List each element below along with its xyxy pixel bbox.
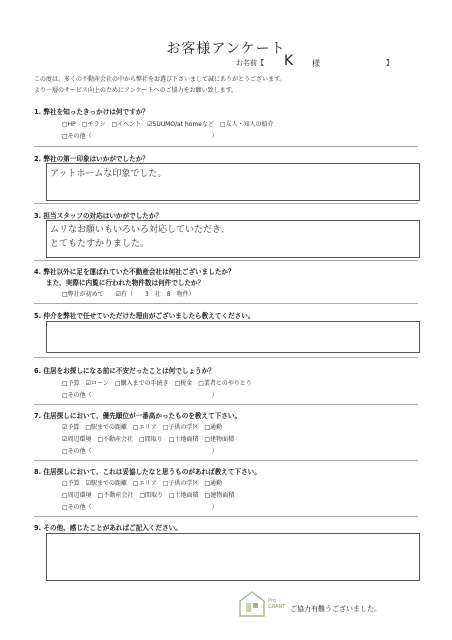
page-title: お客様アンケート (166, 41, 286, 57)
question-9-answer-box[interactable] (46, 533, 420, 581)
question-5-title: 5. 仲介を弊社で任せていただけた理由がございましたら教えてください。 (34, 312, 255, 320)
question-8-options-line-2[interactable]: □周辺環境 □不動産会社 □間取り □土地面積 □建物面積 (62, 492, 235, 499)
divider (34, 203, 418, 204)
question-7-options-line-2[interactable]: ☑周辺環境 □不動産会社 □間取り □土地面積 □建物面積 (62, 436, 235, 443)
intro-line-1: この度は、多くの不動産会社の中から弊社をお選び下さいまして誠にありがとうございます。 (34, 76, 286, 83)
question-8-options-line-3[interactable]: □その他（ ） (62, 504, 218, 511)
question-3-answer-line-2: とてもたすかりました。 (50, 239, 150, 249)
company-logo-text (268, 598, 285, 610)
name-close: 】 (386, 59, 393, 67)
question-4-title-2: また、実際に内覧に行われた物件数は何件でしたか？ (46, 279, 205, 287)
question-3-title: 3. 担当スタッフの対応はいかがでしたか？ (34, 212, 163, 220)
question-7-options-line-3[interactable]: □その他（ ） (62, 448, 218, 455)
question-6-title: 6. 住居をお探しになる前に不安だったことは何でしょうか？ (34, 367, 215, 375)
question-1-options-line-1[interactable]: □HP □チラシ □イベント ☑SUUMO/at homeなど □友人・知人の紹介 (62, 121, 274, 128)
question-4-options[interactable]: □弊社が初めて ☑有（ 3 社 8 物件） (62, 291, 195, 298)
divider (34, 260, 418, 261)
name-label: お名前【 (236, 59, 264, 67)
intro-line-2: より一層のサービス向上のためにアンケートへのご協力をお願い致します。 (34, 87, 238, 94)
question-8-title: 8. 住居探しにおいて、これは妥協したなと思うものがあれば教えて下さい。 (34, 468, 261, 476)
divider (34, 460, 418, 461)
thanks-message: ご協力有難うございました。 (290, 605, 381, 613)
question-7-options-line-1[interactable]: ☑予算 □駅までの距離 □エリア □子供の学区 □通勤 (62, 424, 223, 431)
name-suffix: 様 (312, 59, 320, 68)
question-8-options-line-1[interactable]: □予算 ☑駅までの距離 □エリア □子供の学区 □通勤 (62, 480, 223, 487)
divider (34, 146, 418, 147)
company-logo-icon (239, 591, 265, 617)
question-3-answer-line-1: ムリなお願いもいろいろ対応していただき、 (50, 225, 230, 235)
intro-text (34, 74, 424, 96)
question-1-title: 1. 弊社を知ったきっかけは何ですか？ (34, 108, 149, 116)
question-2-answer: アットホームな印象でした。 (50, 169, 167, 179)
customer-name: K (284, 53, 294, 69)
logo-text-line-2: GRANT (268, 604, 286, 610)
question-2-title: 2. 弊社の第一印象はいかがでしたか？ (34, 155, 149, 163)
divider (34, 516, 418, 517)
question-5-answer-box[interactable] (46, 321, 420, 353)
logo-text-line-1: Pro (268, 598, 276, 604)
question-9-title: 9. その他、感じたことがあればご記入ください。 (34, 524, 182, 532)
divider (34, 303, 418, 304)
question-1-options-line-2[interactable]: □その他（ ） (62, 133, 218, 140)
question-6-options-line-2[interactable]: □その他（ ） (62, 392, 218, 399)
divider (34, 404, 418, 405)
question-7-title: 7. 住居探しにおいて、優先順位が一番高かったものを教えて下さい。 (34, 412, 242, 420)
divider (34, 357, 418, 358)
question-4-title: 4. 弊社以外に足を運ばれていた不動産会社は何社ございましたか？ (34, 268, 235, 276)
question-6-options-line-1[interactable]: □予算 ☑ローン □購入までの手続き □税金 □業者とのやりとり (62, 380, 252, 387)
